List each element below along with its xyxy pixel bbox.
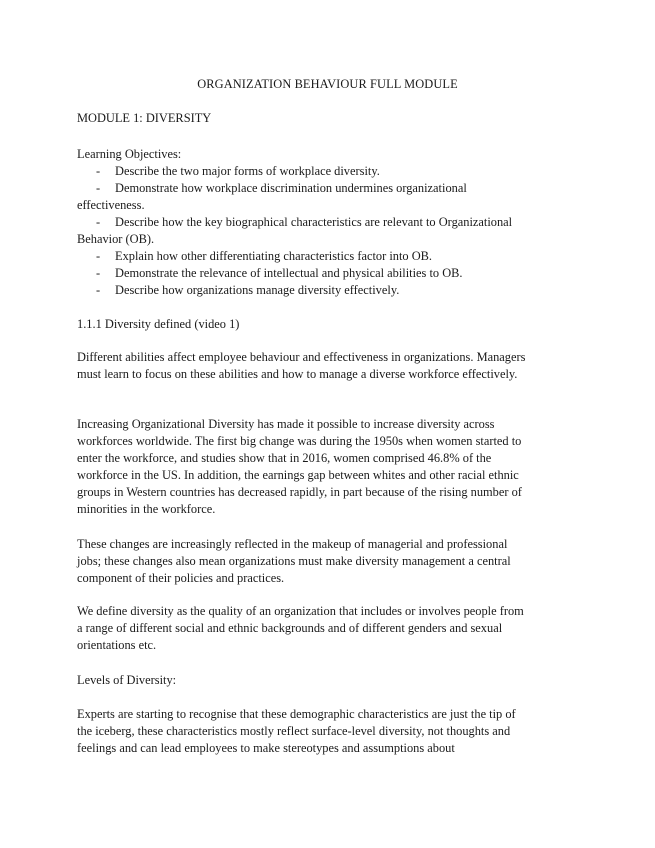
levels-heading: Levels of Diversity: xyxy=(77,673,177,687)
list-dash: - xyxy=(96,283,101,297)
objective-item xyxy=(77,163,529,180)
body-paragraph: These changes are increasingly reflected in the makeup of managerial and professional jobs; these changes also mean organizations must make diversity management a central component of their policies and practices. xyxy=(77,537,511,585)
objective-text: Describe how the key biographical characteristics are relevant to Organizational Behavior (OB). xyxy=(77,215,513,246)
objective-item xyxy=(77,248,529,265)
objective-text: Demonstrate how workplace discrimination undermines organizational effectiveness. xyxy=(77,181,467,212)
body-paragraph: Experts are starting to recognise that these demographic characteristics are just the tip of the iceberg, these characteristics mostly reflect surface-level diversity, not thoughts and feelings and can lead employees to make stereotypes and assumptions about xyxy=(77,707,516,755)
objective-item xyxy=(77,214,529,248)
objectives-heading: Learning Objectives: xyxy=(77,147,182,161)
body-paragraph: Different abilities affect employee behaviour and effectiveness in organizations. Managers must learn to focus on these abilities and how to manage a diverse workforce effectively. xyxy=(77,350,526,381)
document-title: ORGANIZATION BEHAVIOUR FULL MODULE xyxy=(197,77,458,91)
objective-text: Explain how other differentiating characteristics factor into OB. xyxy=(115,249,433,263)
objective-item xyxy=(77,180,529,214)
objective-text: Describe the two major forms of workplace diversity. xyxy=(115,164,380,178)
objective-item xyxy=(77,282,529,299)
list-dash: - xyxy=(96,215,101,229)
body-paragraph: Increasing Organizational Diversity has made it possible to increase diversity across workforces worldwide. The first big change was during the 1950s when women started to enter the workforce, and studies show that in 2016, women comprised 46.8% of the workforce in the US. In addition, the earnings gap between whites and other racial ethnic groups in Western countries has decreased rapidly, in part because of the rising number of minorities in the workforce. xyxy=(77,417,522,516)
section-heading: 1.1.1 Diversity defined (video 1) xyxy=(77,317,240,331)
objective-text: Demonstrate the relevance of intellectual and physical abilities to OB. xyxy=(115,266,463,280)
list-dash: - xyxy=(96,181,101,195)
objective-text: Describe how organizations manage diversity effectively. xyxy=(115,283,400,297)
list-dash: - xyxy=(96,266,101,280)
list-dash: - xyxy=(96,164,101,178)
body-paragraph: We define diversity as the quality of an organization that includes or involves people from a range of different social and ethnic backgrounds and of different genders and sexual orientations etc. xyxy=(77,604,524,652)
list-dash: - xyxy=(96,249,101,263)
objective-item xyxy=(77,265,529,282)
module-heading: MODULE 1: DIVERSITY xyxy=(77,111,212,125)
